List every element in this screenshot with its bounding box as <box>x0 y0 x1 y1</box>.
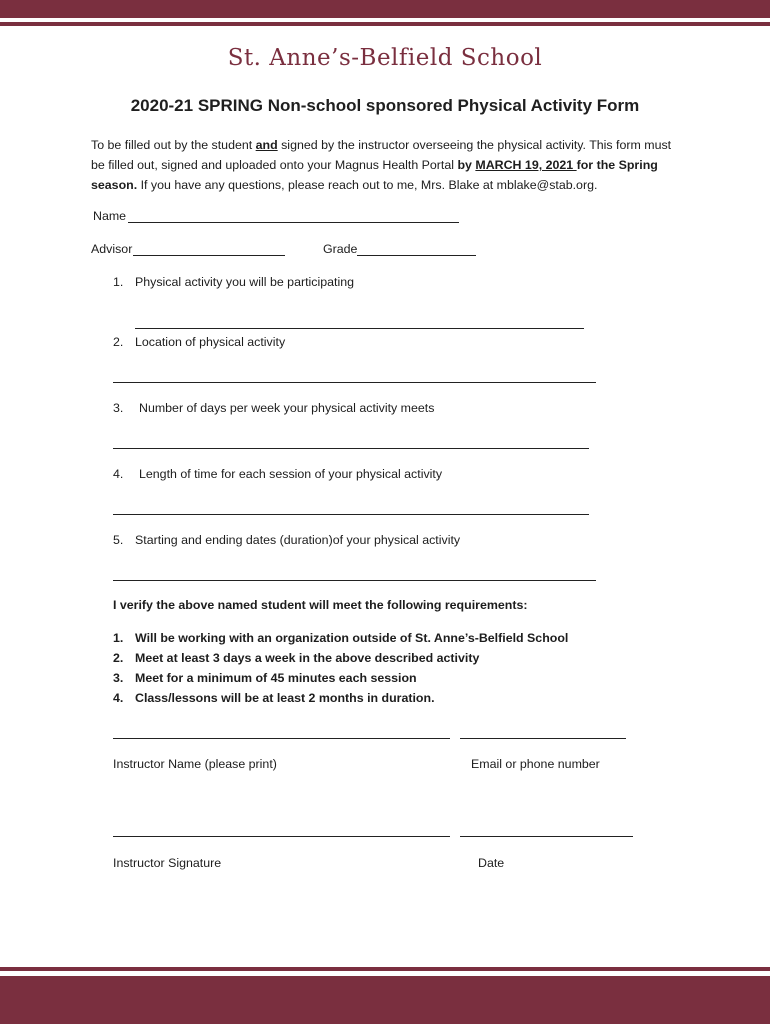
intro-text: signed by the instructor overseeing the physical activity. This form must be filled out, signed and uploaded onto your Magnus Health Portal <box>91 138 672 172</box>
question-2-answer[interactable] <box>113 382 596 383</box>
bottom-banner <box>0 976 770 1024</box>
school-name: St. Anne’s-Belfield School <box>227 45 543 71</box>
intro-and: and <box>255 138 278 152</box>
intro-season: for the Spring season. <box>91 158 658 192</box>
question-text: Number of days per week your physical activity meets <box>139 401 435 415</box>
requirement-text: Meet at least 3 days a week in the above described activity <box>135 651 480 665</box>
requirement-number: 4. <box>113 691 124 705</box>
requirement-number: 3. <box>113 671 124 685</box>
requirement-4 <box>113 691 435 705</box>
requirement-text: Will be working with an organization outside of St. Anne’s-Belfield School <box>135 631 569 645</box>
requirement-text: Meet for a minimum of 45 minutes each session <box>135 671 417 685</box>
form-title: 2020-21 SPRING Non-school sponsored Physical Activity Form <box>130 96 640 115</box>
name-field[interactable] <box>128 222 459 223</box>
intro-by: by <box>457 158 476 172</box>
intro-deadline: MARCH 19, 2021 <box>475 158 577 172</box>
instructor-name-field[interactable] <box>113 738 450 739</box>
name-label: Name <box>93 209 127 223</box>
date-label: Date <box>478 856 505 870</box>
question-3-answer[interactable] <box>113 448 589 449</box>
question-5 <box>113 533 460 547</box>
question-text: Location of physical activity <box>135 335 286 349</box>
question-number: 3. <box>113 401 124 415</box>
intro-text: To be filled out by the student <box>91 138 256 152</box>
instructor-signature-field[interactable] <box>113 836 450 837</box>
question-text: Starting and ending dates (duration)of your physical activity <box>135 533 461 547</box>
requirement-2 <box>113 651 479 665</box>
requirement-number: 2. <box>113 651 124 665</box>
intro-paragraph <box>91 135 681 195</box>
requirement-number: 1. <box>113 631 124 645</box>
question-4-answer[interactable] <box>113 514 589 515</box>
advisor-label: Advisor <box>91 242 133 256</box>
instructor-name-label: Instructor Name (please print) <box>113 757 277 771</box>
grade-label: Grade <box>323 242 358 256</box>
requirement-text: Class/lessons will be at least 2 months in duration. <box>135 691 435 705</box>
grade-field[interactable] <box>357 255 476 256</box>
question-text: Length of time for each session of your physical activity <box>139 467 443 481</box>
intro-text: If you have any questions, please reach out to me, Mrs. Blake at mblake@stab.org. <box>137 178 598 192</box>
question-number: 1. <box>113 275 124 289</box>
verify-heading: I verify the above named student will meet the following requirements: <box>113 598 528 612</box>
date-field[interactable] <box>460 836 633 837</box>
requirement-1 <box>113 631 568 645</box>
question-text: Physical activity you will be participating <box>135 275 354 289</box>
question-2 <box>113 335 285 349</box>
question-number: 5. <box>113 533 124 547</box>
advisor-field[interactable] <box>133 255 285 256</box>
question-number: 4. <box>113 467 124 481</box>
contact-label: Email or phone number <box>471 757 600 771</box>
contact-field[interactable] <box>460 738 626 739</box>
question-1-answer[interactable] <box>135 328 584 329</box>
top-banner <box>0 0 770 18</box>
question-4 <box>113 467 442 481</box>
question-5-answer[interactable] <box>113 580 596 581</box>
question-1 <box>113 275 354 289</box>
question-number: 2. <box>113 335 124 349</box>
top-rule <box>0 22 770 26</box>
question-3 <box>113 401 434 415</box>
instructor-signature-label: Instructor Signature <box>113 856 222 870</box>
bottom-rule <box>0 967 770 971</box>
requirement-3 <box>113 671 417 685</box>
